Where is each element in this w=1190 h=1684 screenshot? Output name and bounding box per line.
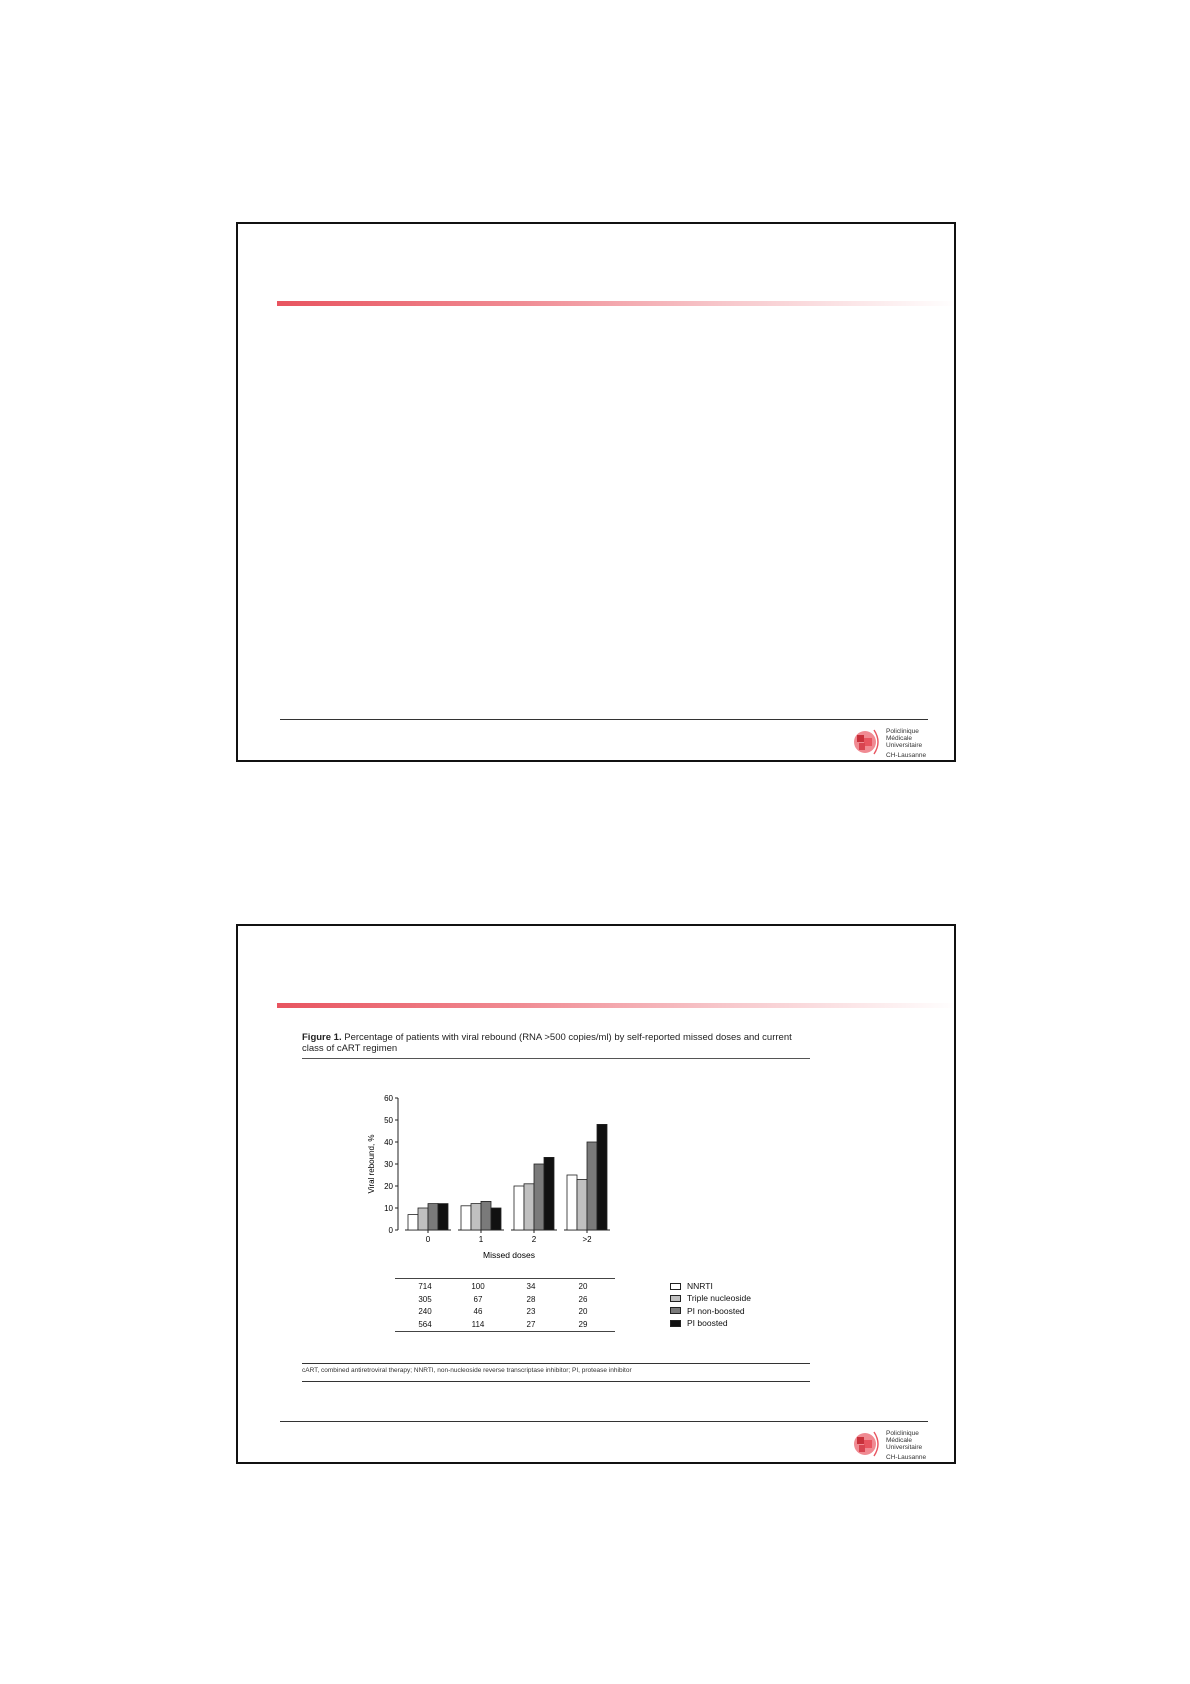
y-tick-label: 60 (384, 1094, 393, 1103)
y-tick-label: 10 (384, 1204, 393, 1213)
chart-bars (408, 1124, 607, 1230)
logo-text (886, 728, 926, 759)
legend-label: NNRTI (687, 1281, 713, 1292)
bar-pi-boosted-3 (597, 1124, 607, 1230)
footer-rule (280, 1421, 928, 1422)
y-tick-label: 0 (388, 1226, 393, 1235)
y-tick-label: 50 (384, 1116, 393, 1125)
footer-rule (280, 719, 928, 720)
counts-row (395, 1294, 615, 1307)
counts-row (395, 1281, 615, 1294)
count-cell: 67 (473, 1294, 483, 1304)
logo-city: CH-Lausanne (886, 751, 927, 759)
bar-triple-nucleoside-0 (418, 1208, 428, 1230)
bar-triple-nucleoside-3 (577, 1179, 587, 1230)
x-axis-label: Missed doses (483, 1250, 535, 1260)
counts-body (395, 1281, 615, 1331)
bar-pi-boosted-0 (438, 1204, 448, 1230)
bar-nnrti-3 (567, 1175, 577, 1230)
counts-row (395, 1306, 615, 1319)
legend-label: Triple nucleoside (687, 1293, 751, 1304)
bar-pi-non-boosted-3 (587, 1142, 597, 1230)
count-cell: 23 (526, 1307, 536, 1316)
viral-rebound-chart (368, 1086, 618, 1266)
y-axis-label: Viral rebound, % (367, 1134, 376, 1194)
counts-row (395, 1319, 615, 1332)
count-cell: 100 (471, 1282, 485, 1291)
bar-triple-nucleoside-2 (524, 1184, 534, 1230)
bar-pi-boosted-1 (491, 1208, 501, 1230)
title-accent-bar (277, 301, 956, 306)
count-cell: 305 (418, 1294, 432, 1304)
figure-title (302, 1032, 810, 1054)
legend-swatch (670, 1295, 681, 1302)
figure-caption: Percentage of patients with viral rebound (RNA >500 copies/ml) by self-reported missed doses and current class of cART regimen (302, 1032, 792, 1054)
slide-1 (236, 222, 956, 762)
legend-label: PI boosted (687, 1318, 728, 1329)
count-cell: 114 (471, 1319, 485, 1329)
footnote-rule-bottom (302, 1381, 810, 1382)
bar-nnrti-1 (461, 1206, 471, 1230)
x-tick-label: >2 (582, 1235, 592, 1244)
bar-pi-non-boosted-2 (534, 1164, 544, 1230)
count-cell: 46 (473, 1307, 483, 1316)
legend-item (670, 1305, 751, 1317)
bar-pi-non-boosted-0 (428, 1204, 438, 1230)
legend-swatch (670, 1283, 681, 1290)
legend-label: PI non-boosted (687, 1305, 745, 1316)
bar-nnrti-0 (408, 1215, 418, 1230)
count-cell: 20 (578, 1307, 588, 1316)
logo-line-1: Policlinique (886, 728, 919, 735)
count-cell: 240 (418, 1307, 432, 1316)
count-cell: 714 (418, 1282, 432, 1291)
logo-line-3: Universitaire (886, 742, 923, 750)
logo-line-2: Médicale (886, 1437, 913, 1445)
legend-swatch (670, 1320, 681, 1327)
logo-line-2: Médicale (886, 735, 913, 743)
figure-label: Figure 1. (302, 1032, 342, 1043)
title-accent-bar (277, 1003, 956, 1008)
bar-pi-non-boosted-1 (481, 1201, 491, 1230)
logo-line-1: Policlinique (886, 1430, 919, 1437)
count-cell: 27 (526, 1319, 536, 1329)
counts-rule-top (395, 1278, 615, 1279)
figure-title-rule (302, 1058, 810, 1059)
legend-item (670, 1317, 751, 1329)
bar-chart-svg (368, 1086, 618, 1266)
legend-item (670, 1292, 751, 1304)
count-cell: 28 (526, 1294, 536, 1304)
y-tick-label: 30 (384, 1160, 393, 1169)
y-tick-label: 20 (384, 1182, 393, 1191)
y-tick-label: 40 (384, 1138, 393, 1147)
count-cell: 29 (578, 1319, 588, 1329)
logo-text (886, 1430, 926, 1461)
bar-pi-boosted-2 (544, 1157, 554, 1230)
count-cell: 26 (578, 1294, 588, 1304)
logo-line-3: Universitaire (886, 1444, 923, 1452)
slide-2 (236, 924, 956, 1464)
counts-rule-bottom (395, 1331, 615, 1332)
logo-emblem-icon (852, 726, 882, 758)
bar-nnrti-2 (514, 1186, 524, 1230)
institution-logo (852, 1428, 952, 1462)
institution-logo (852, 726, 952, 760)
footnote-rule-top (302, 1363, 810, 1364)
legend-swatch (670, 1307, 681, 1314)
legend-item (670, 1280, 751, 1292)
chart-legend (670, 1280, 751, 1329)
x-tick-label: 1 (478, 1235, 484, 1244)
count-cell: 20 (578, 1282, 588, 1291)
x-tick-label: 2 (531, 1235, 537, 1244)
count-cell: 34 (526, 1282, 536, 1291)
figure-footnote: cART, combined antiretroviral therapy; NNRTI, non-nucleoside reverse transcriptase inhibitor; PI, protease inhibitor (302, 1367, 632, 1374)
logo-emblem-icon (852, 1428, 882, 1460)
x-tick-label: 0 (425, 1235, 431, 1244)
count-cell: 564 (418, 1319, 432, 1329)
patient-counts-table (395, 1278, 615, 1332)
bar-triple-nucleoside-1 (471, 1204, 481, 1230)
logo-city: CH-Lausanne (886, 1453, 927, 1461)
